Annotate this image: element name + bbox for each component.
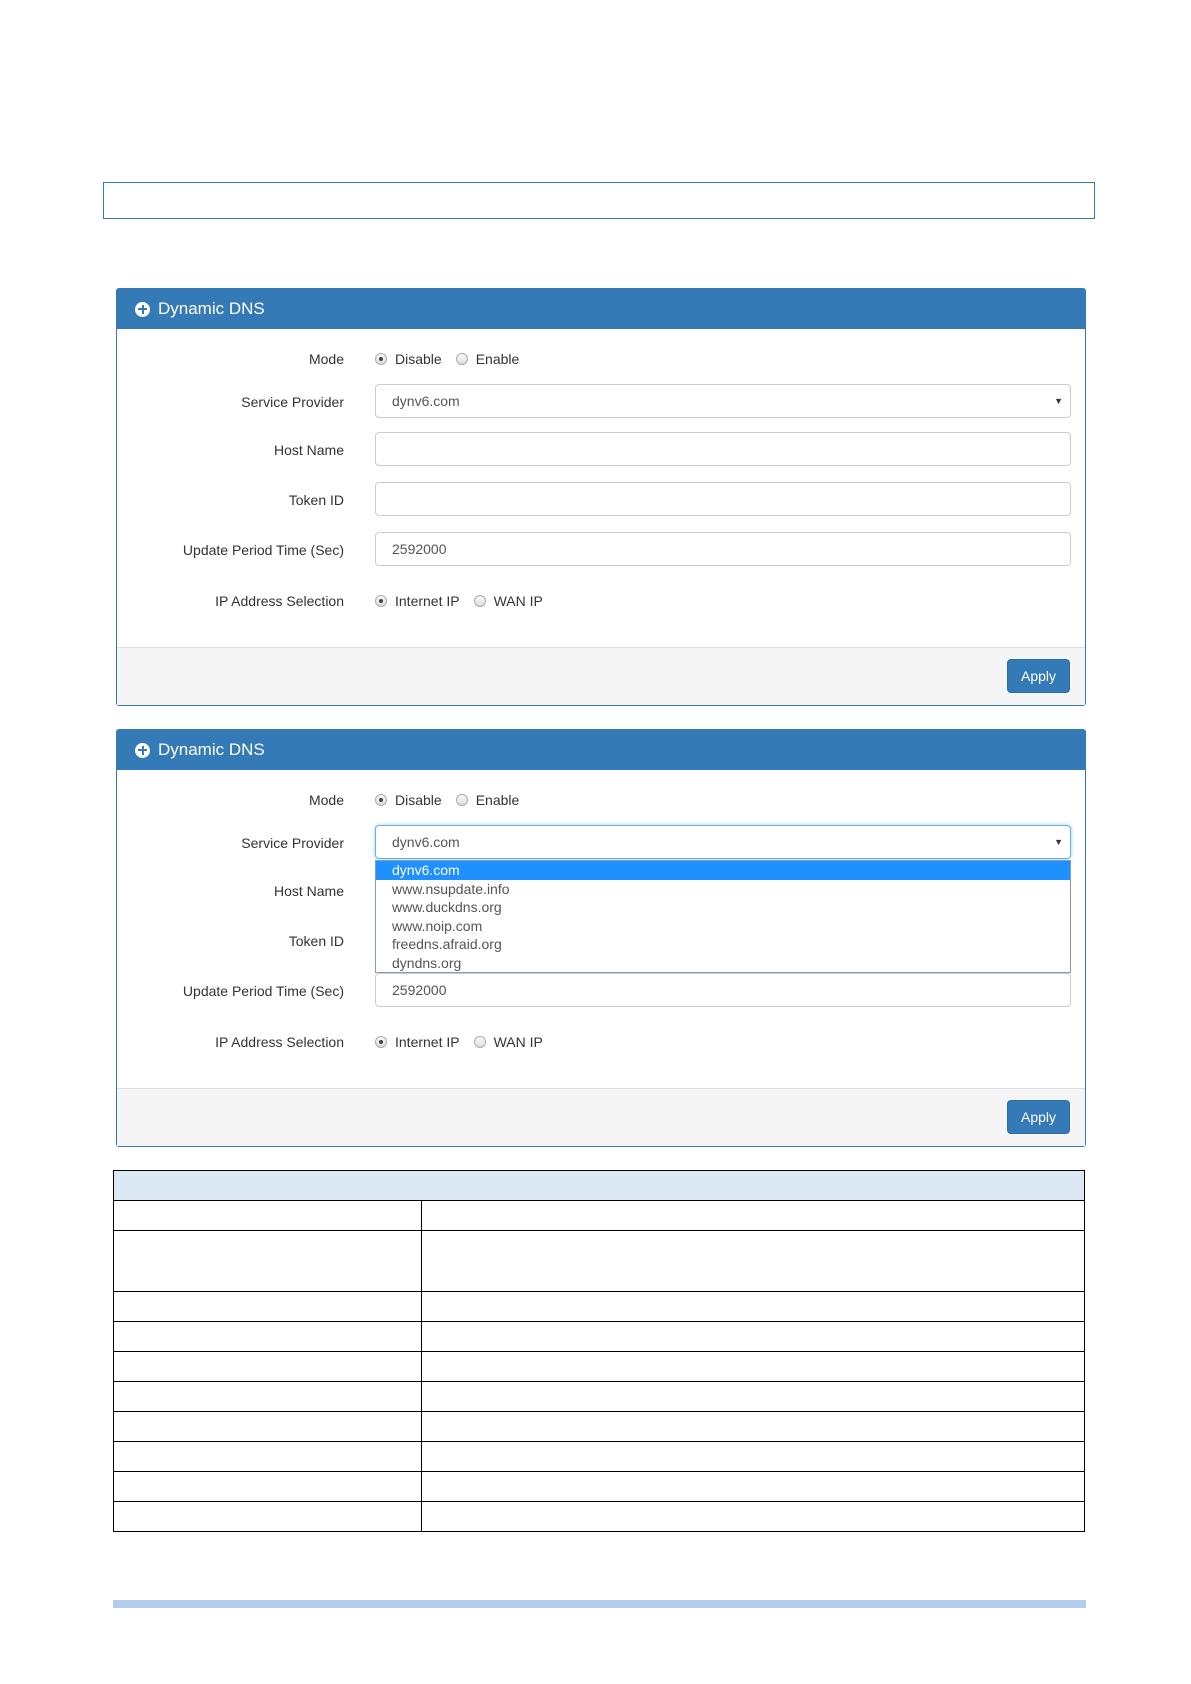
mode-disable-radio[interactable]	[375, 794, 387, 806]
ip-selection-row	[117, 583, 1085, 619]
update-period-label: Update Period Time (Sec)	[182, 983, 344, 999]
caret-down-icon: ▼	[1054, 396, 1063, 406]
service-provider-select[interactable]	[375, 384, 1071, 418]
apply-button[interactable]: Apply	[1007, 1100, 1070, 1134]
panel-heading[interactable]	[117, 730, 1085, 770]
table-cell	[422, 1352, 1085, 1382]
ip-selection-label: IP Address Selection	[215, 593, 344, 609]
dynamic-dns-panel	[116, 288, 1086, 706]
host-name-label: Host Name	[273, 883, 344, 899]
caret-down-icon: ▼	[1054, 837, 1063, 847]
mode-label: Mode	[308, 351, 344, 367]
panel-heading[interactable]	[117, 289, 1085, 329]
plus-circle-icon	[135, 302, 150, 317]
table-cell	[422, 1201, 1085, 1231]
panel-title: Dynamic DNS	[158, 740, 265, 759]
table-row	[114, 1412, 1085, 1442]
dropdown-option[interactable]: dyndns.org	[392, 954, 462, 971]
update-period-input[interactable]: 2592000	[375, 532, 1071, 566]
mode-enable-radio[interactable]	[456, 353, 468, 365]
table-cell	[114, 1412, 422, 1442]
mode-row	[117, 341, 1085, 377]
host-name-row	[117, 432, 1085, 468]
token-id-row	[117, 482, 1085, 518]
panel-title: Dynamic DNS	[158, 299, 265, 318]
table-cell	[114, 1472, 422, 1502]
table-cell	[114, 1201, 422, 1231]
token-id-label: Token ID	[288, 933, 344, 949]
wan-ip-label: WAN IP	[493, 593, 543, 609]
table-row	[114, 1472, 1085, 1502]
wan-ip-radio[interactable]	[474, 1036, 486, 1048]
table-cell	[422, 1472, 1085, 1502]
mode-enable-label: Enable	[475, 792, 520, 808]
service-provider-row	[117, 384, 1085, 420]
panel-footer	[117, 647, 1085, 705]
ip-selection-row	[117, 1024, 1085, 1060]
host-name-label: Host Name	[273, 442, 344, 458]
table-row	[114, 1322, 1085, 1352]
dropdown-option[interactable]: www.noip.com	[392, 917, 483, 934]
table-cell	[114, 1292, 422, 1322]
update-period-input[interactable]: 2592000	[375, 973, 1071, 1007]
dropdown-option[interactable]: www.duckdns.org	[392, 899, 502, 915]
table-cell	[422, 1502, 1085, 1532]
table-cell	[422, 1382, 1085, 1412]
table-row	[114, 1292, 1085, 1322]
table-cell	[422, 1292, 1085, 1322]
footer-bar	[113, 1600, 1086, 1608]
mode-enable-label: Enable	[475, 351, 520, 367]
table-row	[114, 1502, 1085, 1532]
service-provider-label: Service Provider	[241, 394, 344, 410]
table-cell	[422, 1442, 1085, 1472]
apply-button[interactable]: Apply	[1007, 659, 1070, 693]
table-cell	[114, 1442, 422, 1472]
dropdown-option[interactable]: freedns.afraid.org	[392, 936, 502, 952]
mode-disable-label: Disable	[395, 351, 442, 367]
table-cell	[422, 1322, 1085, 1352]
host-name-input[interactable]	[375, 432, 1071, 466]
table-cell	[114, 1352, 422, 1382]
table-cell	[114, 1231, 422, 1292]
table-cell	[422, 1412, 1085, 1442]
mode-label: Mode	[308, 792, 344, 808]
table-row	[114, 1352, 1085, 1382]
table-header-row	[114, 1171, 1085, 1201]
dropdown-option[interactable]: dynv6.com	[376, 861, 1070, 880]
parameter-table	[113, 1170, 1085, 1532]
plus-circle-icon	[135, 743, 150, 758]
table-row	[114, 1442, 1085, 1472]
wan-ip-label: WAN IP	[493, 1034, 543, 1050]
update-period-row	[117, 532, 1085, 568]
token-id-input[interactable]	[375, 482, 1071, 516]
service-provider-select[interactable]	[375, 825, 1071, 859]
service-provider-value: dynv6.com	[392, 393, 460, 409]
table-cell	[114, 1322, 422, 1352]
table-row	[114, 1231, 1085, 1292]
table-row	[114, 1382, 1085, 1412]
internet-ip-label: Internet IP	[395, 593, 460, 609]
token-id-label: Token ID	[288, 492, 344, 508]
wan-ip-radio[interactable]	[474, 595, 486, 607]
service-provider-value: dynv6.com	[392, 834, 460, 850]
dropdown-option[interactable]: www.nsupdate.info	[392, 880, 510, 897]
dynamic-dns-panel-dropdown-open	[116, 729, 1086, 1147]
update-period-label: Update Period Time (Sec)	[182, 542, 344, 558]
mode-disable-label: Disable	[395, 792, 442, 808]
table-header-cell	[114, 1171, 1085, 1201]
service-provider-label: Service Provider	[241, 835, 344, 851]
service-provider-dropdown	[375, 860, 1071, 973]
update-period-row	[117, 973, 1085, 1009]
heading-box	[103, 182, 1095, 219]
internet-ip-label: Internet IP	[395, 1034, 460, 1050]
mode-disable-radio[interactable]	[375, 353, 387, 365]
mode-row	[117, 782, 1085, 818]
table-cell	[422, 1231, 1085, 1292]
panel-footer	[117, 1088, 1085, 1146]
table-row	[114, 1201, 1085, 1231]
ip-selection-label: IP Address Selection	[215, 1034, 344, 1050]
mode-enable-radio[interactable]	[456, 794, 468, 806]
internet-ip-radio[interactable]	[375, 1036, 387, 1048]
table-cell	[114, 1382, 422, 1412]
internet-ip-radio[interactable]	[375, 595, 387, 607]
table-cell	[114, 1502, 422, 1532]
